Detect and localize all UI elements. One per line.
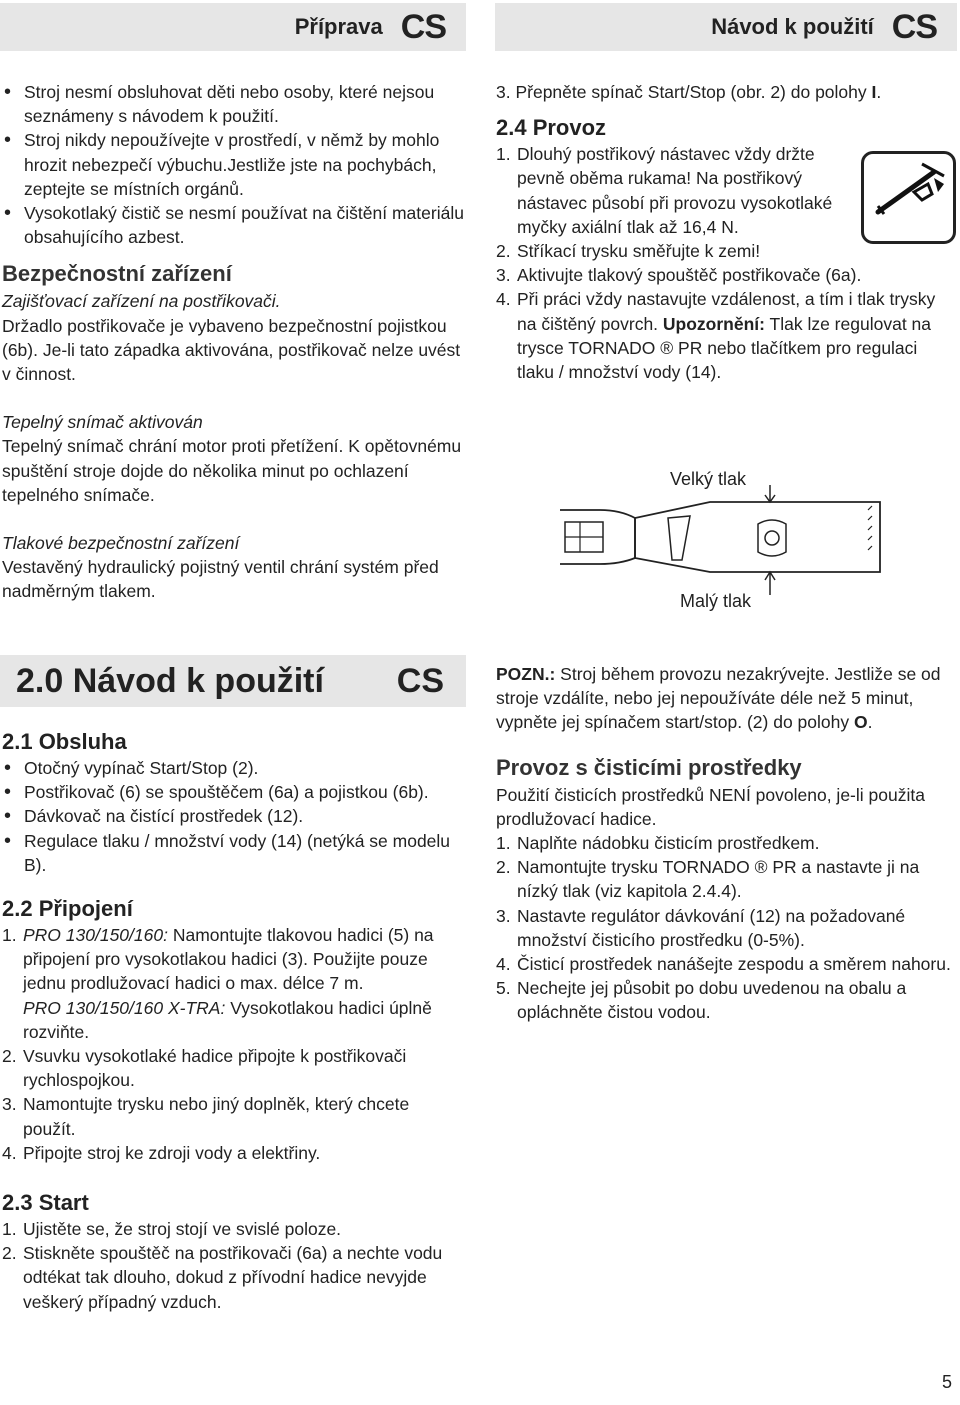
list-item: 1. Naplňte nádobku čisticím prostředkem. (496, 833, 820, 854)
list-item: • Stroj nikdy nepoužívejte v prostředí, v němž by mohlo hrozit nebezpečí výbuchu.Jestliže jste na pochybách, zeptejte se místních orgánů. (2, 128, 464, 201)
right-bottom-column (496, 662, 956, 1025)
start-heading: 2.3 Start (2, 1190, 89, 1216)
obsluha-list (2, 756, 464, 877)
list-item: • Dávkovač na čistící prostředek (12). (2, 804, 464, 828)
list-item: 3. Aktivujte tlakový spouštěč postřikovače (6a). (496, 265, 862, 286)
pripojeni-heading: 2.2 Připojení (2, 896, 133, 922)
header-right-title: Návod k použití (711, 14, 874, 39)
list-item: • Regulace tlaku / množství vody (14) (netýká se modelu B). (2, 829, 464, 877)
sub2-title: Tepelný snímač aktivován (2, 412, 203, 433)
cleaning-list (496, 831, 956, 1025)
pozn-text: POZN.: Stroj během provozu nezakrývejte. Jestliže se od stroje vzdálíte, nebo jej nepoužíváte déle než 5 minut, vypněte jej spínačem start/stop. (2) do polohy O. (496, 664, 941, 733)
list-item: • Postřikovač (6) se spouštěčem (6a) a pojistkou (6b). (2, 780, 464, 804)
list-item: 5. Nechejte jej působit po dobu uvedenou na obalu a opláchněte čistou vodou. (496, 978, 907, 1023)
list-item: • Vysokotlaký čistič se nesmí používat na čištění materiálu obsahujícího azbest. (2, 201, 464, 249)
list-item: 2. Stříkací trysku směřujte k zemi! (496, 241, 761, 262)
list-item: 2. Stiskněte spouštěč na postřikovači (6a) a nechte vodu odtékat tak dlouho, dokud z přívodní hadice nevyjde veškerý případný vzduch. (2, 1243, 443, 1312)
sub2-text: Tepelný snímač chrání motor proti přetížení. K opětovnému spuštění stroje dojde do několika minut po ochlazení tepelného snímače. (2, 436, 462, 505)
warning-list (2, 80, 464, 249)
sub3-title: Tlakové bezpečnostní zařízení (2, 533, 240, 554)
list-item: • Stroj nesmí obsluhovat děti nebo osoby, které nejsou seznámeny s návodem k použití. (2, 80, 464, 128)
cleaning-intro: Použití čisticích prostředků NENÍ povoleno, je-li použita prodlužovací hadice. (496, 784, 925, 829)
list-item: 3. Namontujte trysku nebo jiný doplněk, který chcete použít. (2, 1094, 410, 1139)
list-item: 4. Při práci vždy nastavujte vzdálenost, a tím i tlak trysky na čištěný povrch. Upozornění: Tlak lze regulovat na trysce TORNADO ® PR nebo tlačítkem pro regulaci tlaku / množství vody (14). (496, 289, 936, 383)
header-right-lang: CS (891, 7, 937, 46)
section-title: 2.0 Návod k použití (16, 661, 324, 700)
list-item: 2. Namontujte trysku TORNADO ® PR a nastavte ji na nízký tlak (viz kapitola 2.4.4). (496, 857, 920, 902)
label-low-pressure: Malý tlak (680, 591, 752, 611)
sub3-text: Vestavěný hydraulický pojistný ventil chrání systém před nadměrným tlakem. (2, 557, 439, 602)
pripojeni-list (2, 923, 464, 1165)
header-right (495, 3, 957, 51)
header-left-lang: CS (400, 7, 446, 46)
obsluha-heading: 2.1 Obsluha (2, 729, 127, 754)
sub1-title: Zajišťovací zařízení na postřikovači. (2, 291, 281, 312)
list-item: 1. PRO 130/150/160: Namontujte tlakovou hadici (5) na připojení pro vysokotlakou hadici (3). Použijte pouze jednu prodlužovací hadici o max. délce 7 m. PRO 130/150/160 X-TRA: Vysokotlakou hadici úplně rozviňte. (2, 925, 434, 1042)
header-left-title: Příprava (294, 14, 383, 39)
list-item: 1. Dlouhý postřikový nástavec vždy držte pevně oběma rukama! Na postřikový nástavec působí při provozu vysokotlaké myčky axiální tlak až 16,4 N. (496, 144, 833, 237)
list-item: 3. Nastavte regulátor dávkování (12) na požadované množství čisticího prostředku (0-5%). (496, 905, 906, 950)
left-bottom-column (2, 728, 464, 1314)
section-banner (0, 655, 466, 707)
start-list (2, 1217, 464, 1314)
cleaning-heading: Provoz s čisticími prostředky (496, 754, 802, 780)
list-item: • Otočný vypínač Start/Stop (2). (2, 756, 464, 780)
provoz-heading: 2.4 Provoz (496, 115, 607, 141)
list-item: 2. Vsuvku vysokotlaké hadice připojte k postřikovači rychlospojkou. (2, 1046, 407, 1091)
safety-heading: Bezpečnostní zařízení (2, 261, 232, 287)
list-item: 4. Čisticí prostředek nanášejte zespodu a směrem nahoru. (496, 954, 951, 975)
left-top-column (2, 80, 464, 604)
spray-lance-warning-icon (861, 151, 956, 244)
list-item: 1. Ujistěte se, že stroj stojí ve svislé poloze. (2, 1219, 342, 1240)
section-lang: CS (396, 661, 444, 700)
label-high-pressure: Velký tlak (670, 469, 747, 489)
page-number: 5 (941, 1372, 952, 1392)
step3-text: 3. Přepněte spínač Start/Stop (obr. 2) do polohy I. (496, 82, 882, 102)
sub1-text: Držadlo postřikovače je vybaveno bezpečnostní pojistkou (6b). Je-li tato západka aktivována, postřikovač nelze uvést v činnost. (2, 315, 461, 385)
list-item: 4. Připojte stroj ke zdroji vody a elektřiny. (2, 1142, 321, 1163)
header-left (0, 3, 466, 51)
